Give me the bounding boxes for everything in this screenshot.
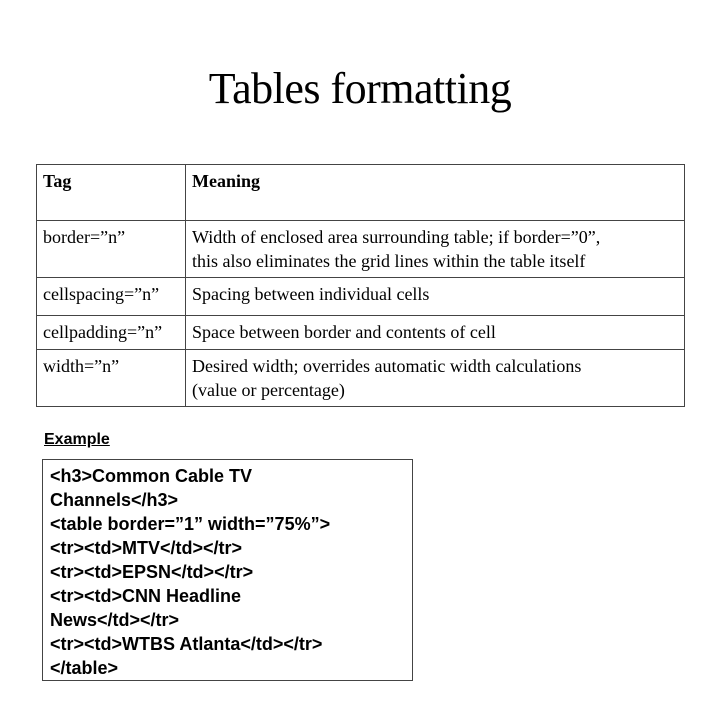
code-line: </table> <box>50 658 119 678</box>
meaning-cell <box>186 350 685 407</box>
header-meaning-cell: Meaning <box>186 165 685 221</box>
tag-cell: border=”n” <box>37 221 186 278</box>
code-line: <tr><td>EPSN</td></tr> <box>50 562 254 582</box>
slide-title: Tables formatting <box>208 64 512 113</box>
table-row <box>37 278 685 316</box>
meaning-cell <box>186 278 685 316</box>
tag-cell: cellpadding=”n” <box>37 316 186 350</box>
example-code-box <box>42 459 413 681</box>
code-line: <h3>Common Cable TV <box>50 466 253 486</box>
header-tag-cell: Tag <box>37 165 186 221</box>
meaning-line: (value or percentage) <box>192 380 345 400</box>
code-line: News</td></tr> <box>50 610 180 630</box>
code-line: <tr><td>WTBS Atlanta</td></tr> <box>50 634 323 654</box>
code-line: Channels</h3> <box>50 490 179 510</box>
table-header-row <box>37 165 685 221</box>
meaning-line: this also eliminates the grid lines within the table itself <box>192 251 586 271</box>
tag-cell: width=”n” <box>37 350 186 407</box>
tag-cell: cellspacing=”n” <box>37 278 186 316</box>
meaning-cell <box>186 316 685 350</box>
meaning-line: Spacing between individual cells <box>192 284 430 304</box>
code-line: <tr><td>CNN Headline <box>50 586 242 606</box>
meaning-line: Desired width; overrides automatic width calculations <box>192 356 582 376</box>
code-line: <table border=”1” width=”75%”> <box>50 514 331 534</box>
example-heading: Example <box>44 431 110 448</box>
meaning-line: Space between border and contents of cell <box>192 322 496 342</box>
table-row <box>37 221 685 278</box>
code-line: <tr><td>MTV</td></tr> <box>50 538 243 558</box>
tag-meaning-table <box>36 164 685 407</box>
table-row <box>37 316 685 350</box>
meaning-cell <box>186 221 685 278</box>
table-row <box>37 350 685 407</box>
meaning-line: Width of enclosed area surrounding table; if border=”0”, <box>192 227 601 247</box>
